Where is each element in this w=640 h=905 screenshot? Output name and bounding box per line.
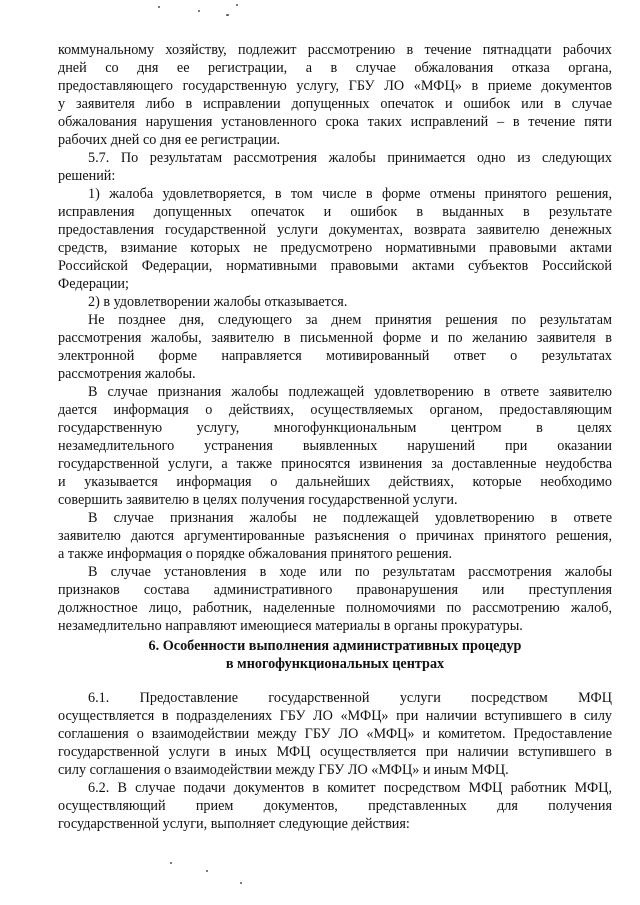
text-line: В случае признания жалобы не подлежащей удовлетворению в ответе bbox=[88, 510, 612, 526]
text-line: Не позднее дня, следующего за днем принятия решения по результатам bbox=[88, 312, 612, 328]
text-line: и указывается информация о дальнейших действиях, которые необходимо bbox=[58, 474, 612, 490]
text-line: предоставления государственной услуги документах, возврата заявителю денежных bbox=[58, 222, 612, 238]
text-line: дается информация о действиях, осуществляемых органом, предоставляющим bbox=[58, 402, 612, 418]
text-line: совершить заявителю в целях получения государственной услуги. bbox=[58, 492, 458, 508]
text-line: государственной услуги, выполняет следующие действия: bbox=[58, 816, 410, 832]
text-line: В случае признания жалобы подлежащей удовлетворению в ответе заявителю bbox=[88, 384, 612, 400]
text-line: незамедлительного устранения выявленных нарушений при оказании bbox=[58, 438, 612, 454]
section-heading: в многофункциональных центрах bbox=[225, 656, 445, 672]
text-line: государственной услуги в иных МФЦ осуществляется при наличии вступившего в bbox=[58, 744, 612, 760]
text-line: Федерации; bbox=[58, 276, 129, 292]
text-line: рабочих дней со дня ее регистрации. bbox=[58, 132, 281, 148]
text-line: коммунальному хозяйству, подлежит рассмотрению в течение пятнадцати рабочих bbox=[58, 42, 612, 58]
text-line: признаков состава административного правонарушения или преступления bbox=[58, 582, 612, 598]
text-line: рассмотрения жалобы, заявителю в письменной форме и по желанию заявителя в bbox=[58, 330, 612, 346]
text-line: у заявителя либо в исправлении допущенных опечаток и ошибок или в случае bbox=[58, 96, 612, 112]
text-line: а также информация о порядке обжалования принятого решения. bbox=[58, 546, 453, 562]
text-line: 1) жалоба удовлетворяется, в том числе в форме отмены принятого решения, bbox=[88, 186, 612, 202]
text-line: заявителю даются аргументированные разъяснения о причинах принятого решения, bbox=[58, 528, 612, 544]
scan-speck bbox=[226, 14, 229, 16]
text-line: В случае установления в ходе или по результатам рассмотрения жалобы bbox=[88, 564, 612, 580]
scan-speck bbox=[158, 6, 160, 8]
text-line: силу соглашения о взаимодействии между ГБУ ЛО «МФЦ» и иным МФЦ. bbox=[58, 762, 509, 778]
section-heading: 6. Особенности выполнения административных процедур bbox=[148, 638, 522, 654]
text-line: государственную услугу, многофункциональным центром в целях bbox=[58, 420, 612, 436]
text-line: предоставляющего государственную услугу, ГБУ ЛО «МФЦ» в приеме документов bbox=[58, 78, 612, 94]
scan-speck bbox=[206, 870, 208, 872]
text-line: незамедлительно направляют имеющиеся материалы в органы прокуратуры. bbox=[58, 618, 523, 634]
scan-speck bbox=[236, 4, 238, 6]
text-line: соглашения о взаимодействии между ГБУ ЛО «МФЦ» и комитетом. Предоставление bbox=[58, 726, 612, 742]
text-line: электронной форме направляется мотивированный ответ о результатах bbox=[58, 348, 612, 364]
text-line: исправления допущенных опечаток и ошибок в выданных в результате bbox=[58, 204, 612, 220]
text-line: 2) в удовлетворении жалобы отказывается. bbox=[88, 294, 348, 310]
text-line: 6.2. В случае подачи документов в комитет посредством МФЦ работник МФЦ, bbox=[88, 780, 612, 796]
text-line: средств, взимание которых не предусмотрено нормативными правовыми актами bbox=[58, 240, 612, 256]
text-line: 6.1. Предоставление государственной услуги посредством МФЦ bbox=[88, 690, 612, 706]
text-line: осуществляется в подразделениях ГБУ ЛО «МФЦ» при наличии вступившего в силу bbox=[58, 708, 612, 724]
text-line: 5.7. По результатам рассмотрения жалобы принимается одно из следующих bbox=[88, 150, 612, 166]
scan-speck bbox=[198, 10, 200, 12]
text-line: государственной услуги, а также приносятся извинения за доставленные неудобства bbox=[58, 456, 612, 472]
text-line: Российской Федерации, нормативными правовыми актами субъектов Российской bbox=[58, 258, 612, 274]
text-line: должностное лицо, работник, наделенные полномочиями по рассмотрению жалоб, bbox=[58, 600, 612, 616]
text-line: рассмотрения жалобы. bbox=[58, 366, 196, 382]
scan-speck bbox=[170, 862, 172, 864]
scan-speck bbox=[240, 882, 242, 884]
text-line: осуществляющий прием документов, представленных для получения bbox=[58, 798, 612, 814]
text-line: дней со дня ее регистрации, а в случае обжалования отказа органа, bbox=[58, 60, 612, 76]
text-line: решений: bbox=[58, 168, 116, 184]
text-line: обжалования нарушения установленного срока таких исправлений – в течение пяти bbox=[58, 114, 612, 130]
